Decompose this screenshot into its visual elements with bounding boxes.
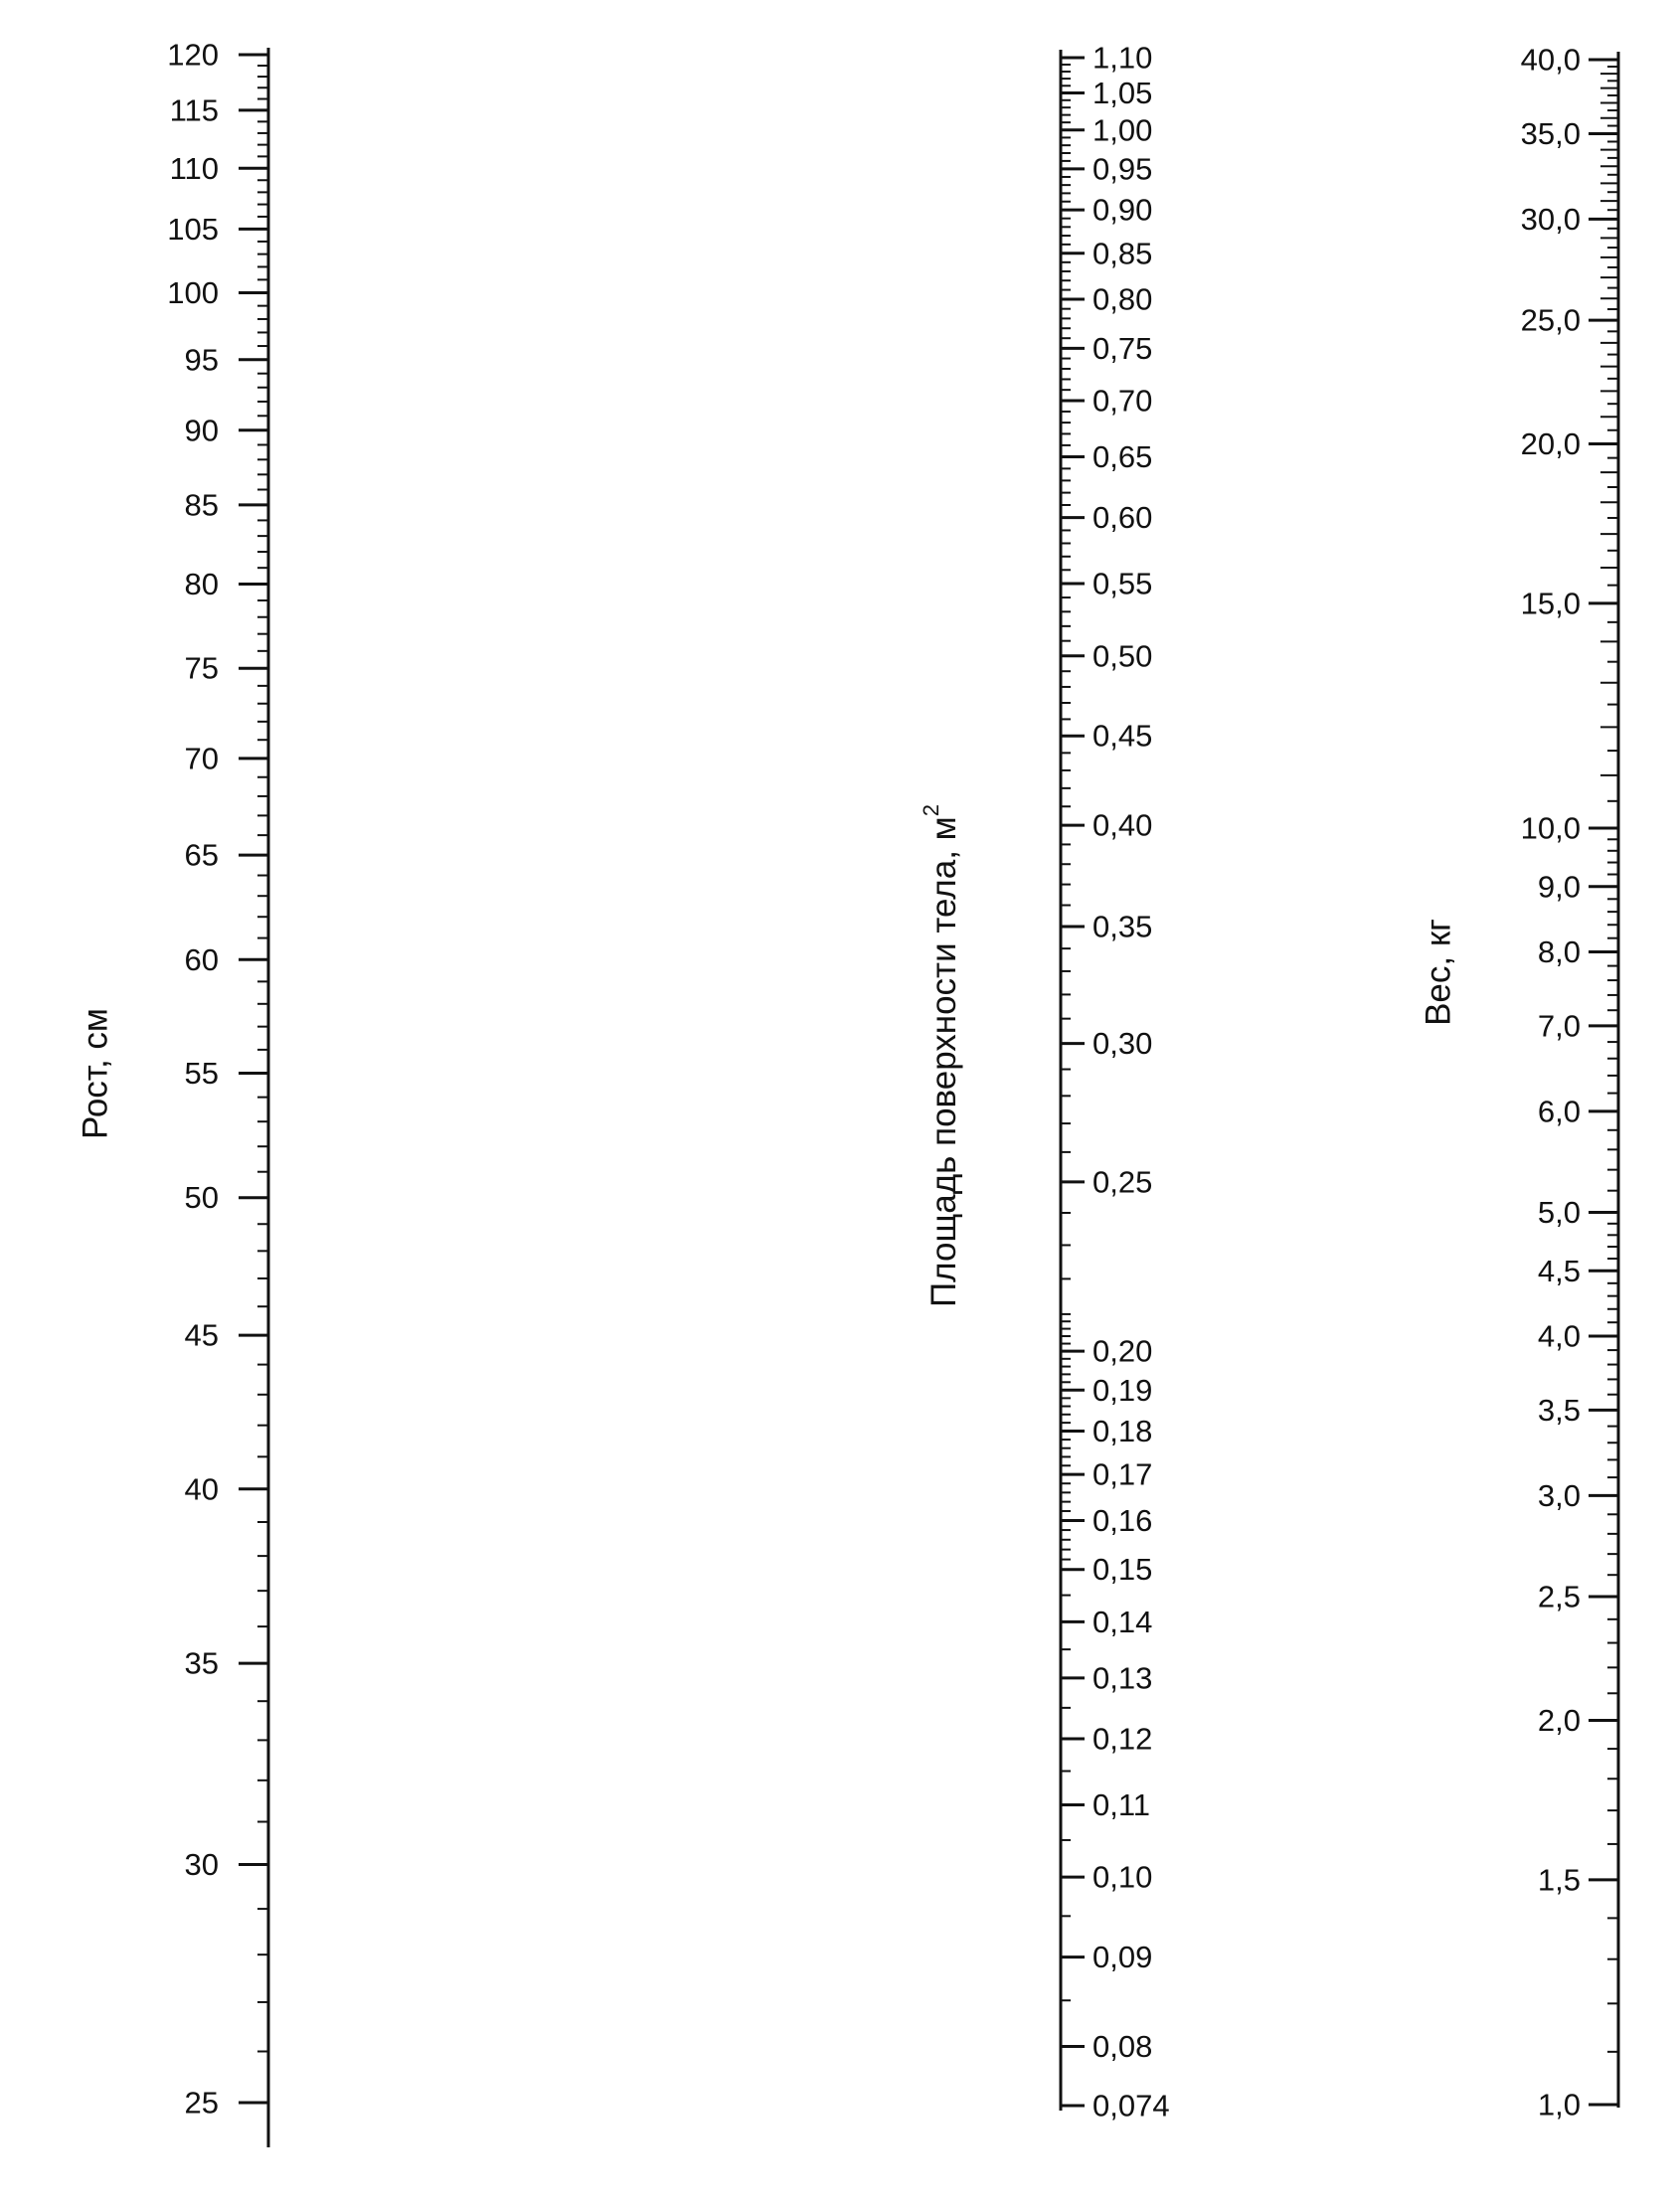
tick-label: 0,12 [1092, 1721, 1153, 1757]
tick-label: 0,45 [1092, 718, 1153, 754]
tick-label: 30 [184, 1847, 219, 1883]
tick-label: 0,074 [1092, 2088, 1170, 2123]
tick-label: 0,17 [1092, 1456, 1153, 1492]
tick-label: 0,55 [1092, 566, 1153, 601]
tick-label: 15,0 [1520, 586, 1581, 621]
tick-label: 0,30 [1092, 1026, 1153, 1062]
tick-label: 30,0 [1520, 201, 1581, 237]
height-axis-title: Рост, см [76, 1008, 115, 1139]
tick-label: 2,0 [1537, 1702, 1581, 1738]
tick-label: 7,0 [1537, 1008, 1581, 1044]
tick-label: 40 [184, 1471, 219, 1507]
tick-label: 85 [184, 487, 219, 523]
tick-label: 0,18 [1092, 1414, 1153, 1449]
tick-label: 0,80 [1092, 281, 1153, 317]
tick-label: 5,0 [1537, 1195, 1581, 1231]
tick-label: 50 [184, 1180, 219, 1216]
tick-label: 0,60 [1092, 500, 1153, 536]
tick-label: 0,13 [1092, 1660, 1153, 1696]
tick-label: 9,0 [1537, 869, 1581, 905]
tick-label: 0,20 [1092, 1333, 1153, 1369]
tick-label: 0,25 [1092, 1164, 1153, 1200]
tick-label: 0,90 [1092, 192, 1153, 228]
tick-label: 75 [184, 650, 219, 686]
tick-label: 100 [167, 274, 219, 310]
height-axis [167, 38, 268, 2148]
tick-label: 0,70 [1092, 383, 1153, 419]
tick-label: 95 [184, 342, 219, 378]
tick-label: 0,75 [1092, 330, 1153, 366]
tick-label: 0,40 [1092, 807, 1153, 843]
tick-label: 25,0 [1520, 302, 1581, 338]
tick-label: 6,0 [1537, 1094, 1581, 1129]
tick-label: 1,0 [1537, 2087, 1581, 2122]
tick-label: 40,0 [1520, 42, 1581, 78]
tick-label: 110 [169, 150, 219, 186]
weight-axis-title: Вес, кг [1419, 919, 1458, 1026]
tick-label: 10,0 [1520, 810, 1581, 846]
tick-label: 0,50 [1092, 638, 1153, 674]
tick-label: 4,5 [1537, 1253, 1581, 1288]
tick-label: 3,5 [1537, 1392, 1581, 1428]
tick-label: 70 [184, 741, 219, 776]
tick-label: 0,08 [1092, 2029, 1153, 2064]
weight-axis [1521, 43, 1618, 2122]
surface-area-axis [1061, 41, 1170, 2123]
tick-label: 0,14 [1092, 1604, 1153, 1639]
tick-label: 45 [184, 1317, 219, 1353]
tick-label: 90 [184, 413, 219, 448]
tick-label: 1,05 [1092, 76, 1153, 111]
tick-label: 115 [169, 92, 219, 128]
tick-label: 65 [184, 837, 219, 873]
tick-label: 0,11 [1092, 1786, 1151, 1822]
tick-label: 0,65 [1092, 439, 1153, 475]
tick-label: 3,0 [1537, 1477, 1581, 1513]
tick-label: 20,0 [1520, 426, 1581, 462]
tick-label: 1,5 [1537, 1862, 1581, 1898]
tick-label: 8,0 [1537, 934, 1581, 969]
tick-label: 25 [184, 2085, 219, 2121]
tick-label: 60 [184, 941, 219, 977]
tick-label: 0,95 [1092, 151, 1153, 187]
tick-label: 0,10 [1092, 1859, 1153, 1895]
surface-area-axis-title [919, 804, 963, 1307]
tick-label: 105 [167, 211, 219, 247]
tick-label: 35 [184, 1645, 219, 1681]
tick-label: 55 [184, 1056, 219, 1092]
tick-label: 2,5 [1537, 1579, 1581, 1614]
tick-label: 35,0 [1520, 115, 1581, 151]
tick-label: 0,09 [1092, 1940, 1153, 1975]
tick-label: 0,15 [1092, 1552, 1153, 1588]
tick-label: 0,35 [1092, 909, 1153, 944]
tick-label: 0,16 [1092, 1502, 1153, 1538]
surface-area-axis-title-text: Площадь поверхности тела, м [924, 816, 964, 1307]
tick-label: 1,10 [1092, 40, 1153, 76]
tick-label: 0,19 [1092, 1372, 1153, 1408]
tick-label: 120 [167, 37, 219, 73]
surface-area-axis-title-superscript: 2 [918, 804, 943, 817]
tick-label: 1,00 [1092, 112, 1153, 148]
tick-label: 80 [184, 566, 219, 601]
tick-label: 0,85 [1092, 236, 1153, 271]
tick-label: 4,0 [1537, 1318, 1581, 1354]
